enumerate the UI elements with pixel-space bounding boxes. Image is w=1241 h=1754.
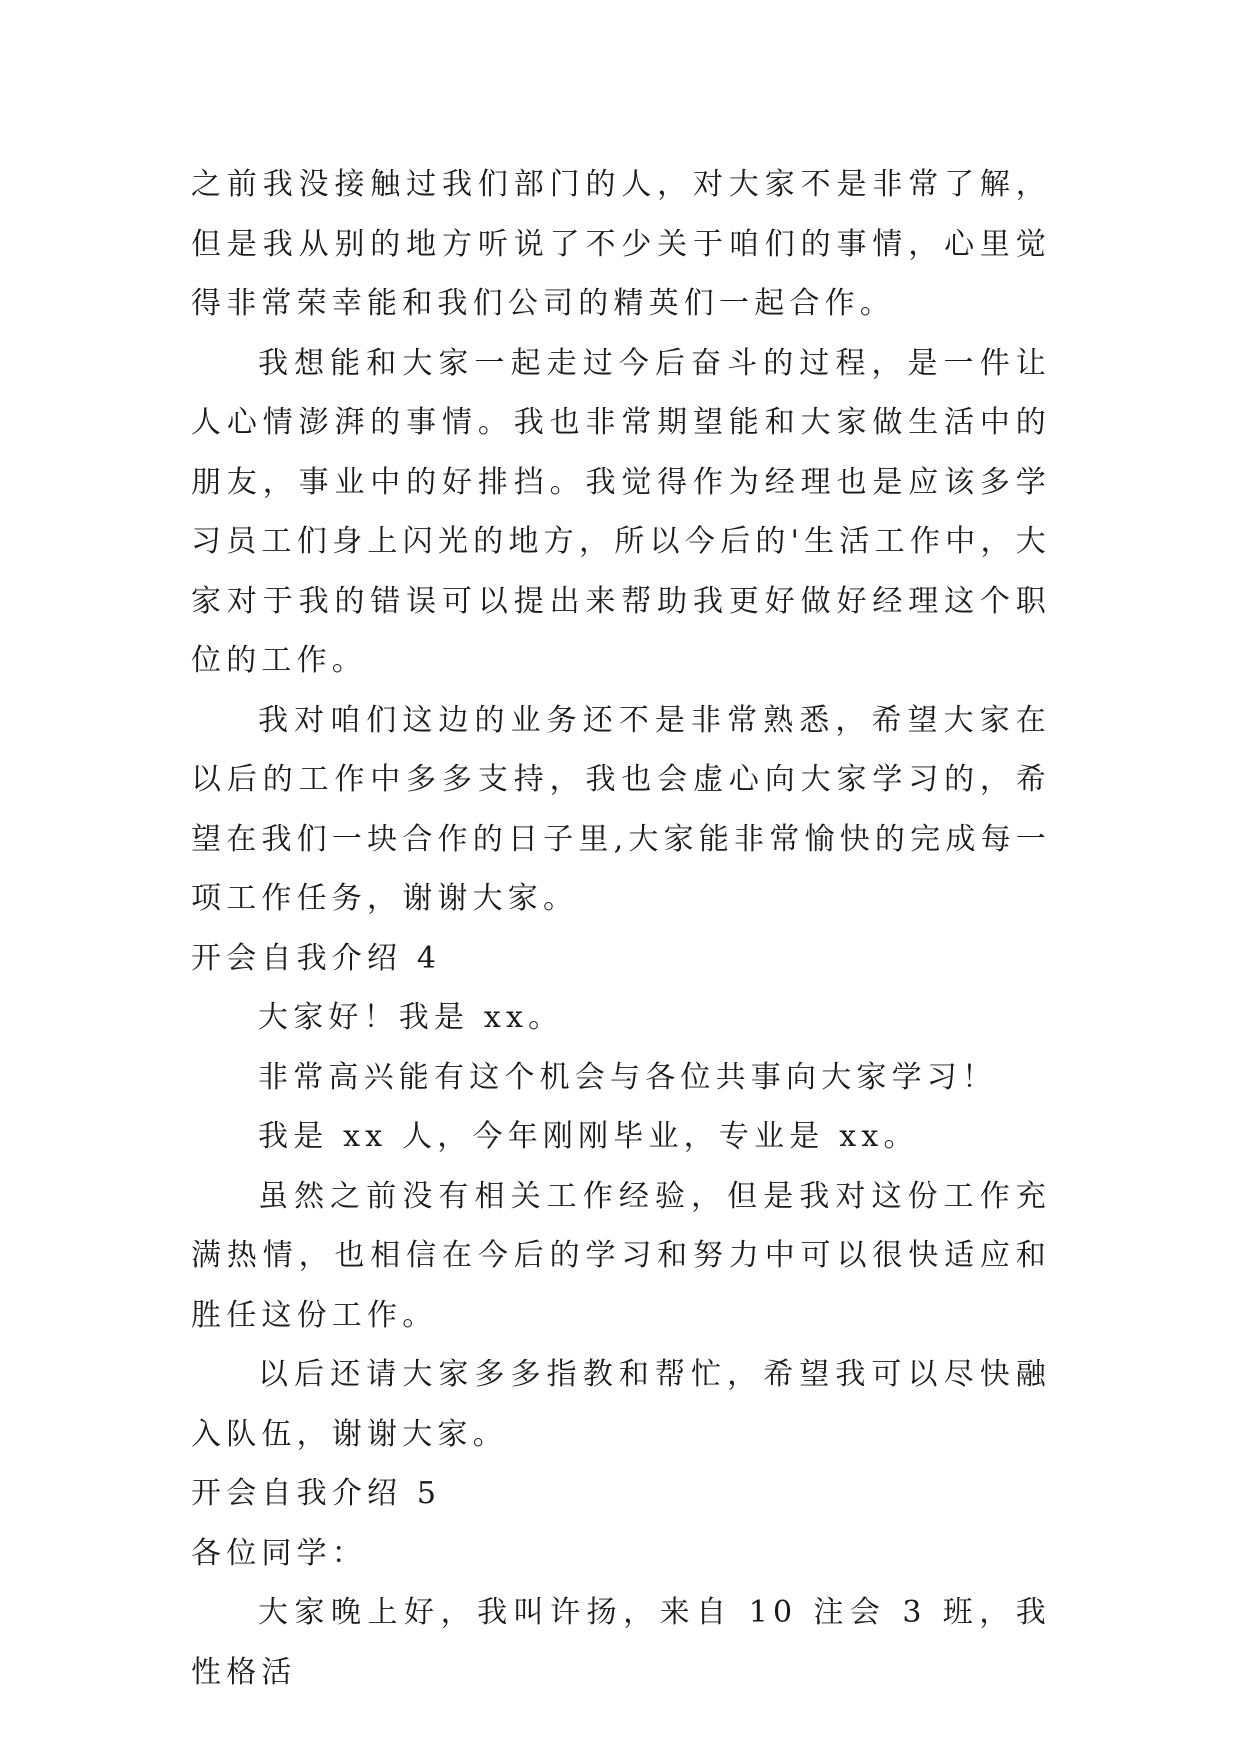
paragraph-continuation: 之前我没接触过我们部门的人，对大家不是非常了解，但是我从别的地方听说了不少关于咱们的事情，心里觉得非常荣幸能和我们公司的精英们一起合作。 bbox=[191, 167, 1051, 321]
paragraph: 大家好！我是 xx。 bbox=[258, 1000, 564, 1035]
salutation: 各位同学： bbox=[191, 1535, 367, 1571]
paragraph: 我对咱们这边的业务还不是非常熟悉，希望大家在以后的工作中多多支持，我也会虚心向大家学习的，希望在我们一块合作的日子里,大家能非常愉快的完成每一项工作任务，谢谢大家。 bbox=[191, 702, 1051, 916]
section-heading-5: 开会自我介绍 5 bbox=[191, 1476, 442, 1511]
paragraph: 非常高兴能有这个机会与各位共事向大家学习！ bbox=[258, 1059, 998, 1095]
document-body bbox=[191, 155, 1051, 1702]
paragraph: 大家晚上好，我叫许扬，来自 10 注会 3 班，我性格活 bbox=[191, 1595, 1051, 1690]
paragraph: 我是 xx 人，今年刚刚毕业，专业是 xx。 bbox=[258, 1119, 919, 1154]
paragraph: 我想能和大家一起走过今后奋斗的过程，是一件让人心情澎湃的事情。我也非常期望能和大家做生活中的朋友，事业中的好排挡。我觉得作为经理也是应该多学习员工们身上闪光的地方，所以今后的'生活工作中，大家对于我的错误可以提出来帮助我更好做好经理这个职位的工作。 bbox=[191, 345, 1051, 678]
paragraph: 以后还请大家多多指教和帮忙，希望我可以尽快融入队伍，谢谢大家。 bbox=[191, 1357, 1051, 1452]
section-heading-4: 开会自我介绍 4 bbox=[191, 940, 442, 976]
paragraph: 虽然之前没有相关工作经验，但是我对这份工作充满热情，也相信在今后的学习和努力中可以很快适应和胜任这份工作。 bbox=[191, 1178, 1051, 1333]
